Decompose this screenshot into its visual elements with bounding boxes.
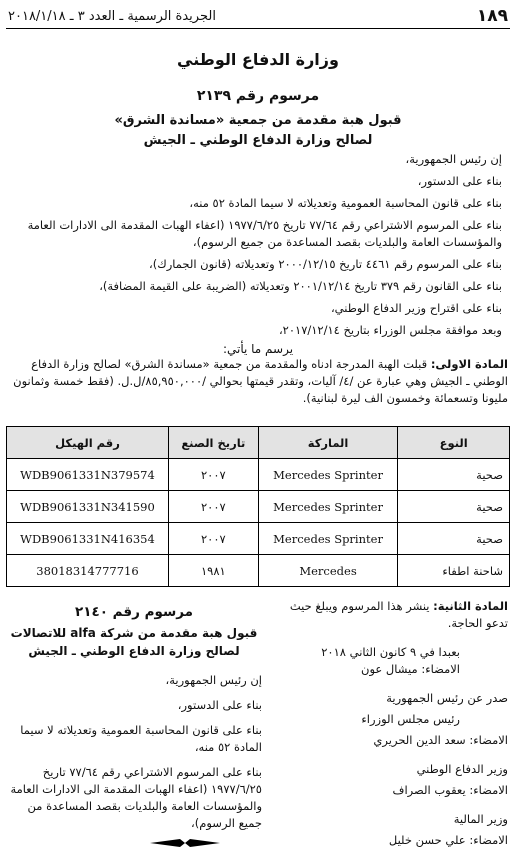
table-row — [7, 459, 510, 491]
decree-2-title: مرسوم رقم ٢١٤٠ — [75, 604, 193, 620]
table-row — [7, 491, 510, 523]
table-cell: Mercedes Sprinter — [258, 491, 398, 523]
article-1-label: المادة الاولى: — [430, 357, 508, 371]
table-cell: WDB9061331N341590 — [7, 491, 169, 523]
header-rule — [6, 28, 510, 29]
decree-2-preamble-line: إن رئيس الجمهورية، — [165, 673, 262, 687]
decree-subtitle-2: لصالح وزارة الدفاع الوطني ـ الجيش — [143, 133, 373, 148]
table-cell: ٢٠٠٧ — [168, 523, 258, 555]
preamble-line: بناء على اقتراح وزير الدفاع الوطني، — [330, 301, 502, 315]
decree-title: مرسوم رقم ٢١٣٩ — [196, 88, 320, 104]
article-2-label: المادة الثانية: — [433, 599, 508, 613]
decree-2-subtitle-2: لصالح وزارة الدفاع الوطني ـ الجيش — [28, 644, 240, 658]
decree-preamble — [10, 150, 502, 343]
article-1 — [6, 356, 508, 407]
preamble-line: إن رئيس الجمهورية، — [405, 152, 502, 166]
decree-1-closing — [272, 598, 508, 849]
table-cell: 38018314777716 — [7, 555, 169, 587]
table-cell: WDB9061331N379574 — [7, 459, 169, 491]
column-header: الماركة — [258, 427, 398, 459]
column-header: تاريخ الصنع — [168, 427, 258, 459]
decree-2-subtitle: قبول هبة مقدمة من شركة alfa للاتصالات — [10, 626, 258, 640]
decrees-text: يرسم ما يأتي: — [222, 342, 294, 356]
table-cell: شاحنة اطفاء — [398, 555, 510, 587]
page-number: ١٨٩ — [476, 6, 508, 26]
decree-subtitle: قبول هبة مقدمة من جمعية «مساندة الشرق» — [114, 113, 402, 128]
table-cell: صحية — [398, 459, 510, 491]
decree-2-preamble-line: بناء على قانون المحاسبة العمومية وتعديلاته لا سيما المادة ٥٢ منه، — [20, 723, 262, 754]
preamble-line: بناء على المرسوم رقم ٤٤٦١ تاريخ ٢٠٠٠/١٢/١٥ وتعديلاته (قانون الجمارك)، — [149, 257, 502, 271]
finance-minister-signature: الامضاء: علي حسن خليل — [388, 833, 508, 847]
table-row — [7, 555, 510, 587]
table-row — [7, 523, 510, 555]
preamble-line: بناء على المرسوم الاشتراعي رقم ٧٧/٦٤ تاريخ ١٩٧٧/٦/٢٥ (اعفاء الهبات المقدمة الى الادارات العامة — [27, 218, 502, 232]
pm-title: رئيس مجلس الوزراء — [361, 712, 460, 726]
article-2-text: ينشر هذا المرسوم ويبلغ حيث تدعو الحاجة. — [289, 599, 508, 630]
table-cell: ٢٠٠٧ — [168, 459, 258, 491]
date-line: بعبدا في ٩ كانون الثاني ٢٠١٨ — [321, 645, 460, 659]
table-cell: Mercedes Sprinter — [258, 459, 398, 491]
column-header: النوع — [398, 427, 510, 459]
page-header — [8, 6, 508, 28]
table-cell: Mercedes Sprinter — [258, 523, 398, 555]
finance-minister-title: وزير المالية — [453, 812, 508, 826]
table-cell: ١٩٨١ — [168, 555, 258, 587]
defense-minister-signature: الامضاء: يعقوب الصراف — [392, 783, 508, 797]
bottom-ornament — [150, 838, 220, 848]
decree-2 — [6, 598, 262, 832]
decree-2-preamble-line: بناء على المرسوم الاشتراعي رقم ٧٧/٦٤ تاريخ ١٩٧٧/٦/٢٥ (اعفاء الهبات المقدمة الى الادارات العامة والمؤسسات العامة والبلديات بقصد المساعدة من جميع الرسوم)، — [10, 765, 262, 830]
article-1-text: قبلت الهبة المدرجة ادناه والمقدمة من جمعية «مساندة الشرق» لصالح وزارة الدفاع الوطني ـ الجيش وهي عبارة عن /٤/ آليات، وتقدر قيمتها بحوالي /٨٥,٩٥٠,٠٠٠/ل.ل. (فقط خمسة وثمانون مليونا وتسعمائة وخمسون الف ليرة لبنانية). — [13, 357, 508, 405]
table-cell: Mercedes — [258, 555, 398, 587]
table-cell: صحية — [398, 523, 510, 555]
gazette-issue: الجريدة الرسمية ـ العدد ٣ ـ ٢٠١٨/١/١٨ — [8, 9, 216, 24]
article-2 — [272, 598, 508, 632]
issued-by: صدر عن رئيس الجمهورية — [386, 691, 508, 705]
defense-minister-title: وزير الدفاع الوطني — [416, 762, 508, 776]
table-cell: WDB9061331N416354 — [7, 523, 169, 555]
table-cell: صحية — [398, 491, 510, 523]
column-header: رقم الهيكل — [7, 427, 169, 459]
preamble-line: بناء على القانون رقم ٣٧٩ تاريخ ٢٠٠١/١٢/١٤ وتعديلاته (الضريبة على القيمة المضافة)، — [99, 279, 502, 293]
ministry-heading: وزارة الدفاع الوطني — [177, 50, 339, 69]
gift-table — [6, 426, 510, 587]
preamble-line: بناء على قانون المحاسبة العمومية وتعديلاته لا سيما المادة ٥٢ منه، — [189, 196, 502, 210]
president-signature: الامضاء: ميشال عون — [361, 662, 460, 676]
pm-signature: الامضاء: سعد الدين الحريري — [373, 733, 508, 747]
preamble-line: وبعد موافقة مجلس الوزراء بتاريخ ٢٠١٧/١٢/١٤، — [278, 323, 502, 337]
preamble-line: والمؤسسات العامة والبلديات بقصد المساعدة من جميع الرسوم)، — [192, 235, 502, 249]
preamble-line: بناء على الدستور، — [417, 174, 502, 188]
decree-2-preamble-line: بناء على الدستور، — [177, 698, 262, 712]
table-cell: ٢٠٠٧ — [168, 491, 258, 523]
table-header-row — [7, 427, 510, 459]
